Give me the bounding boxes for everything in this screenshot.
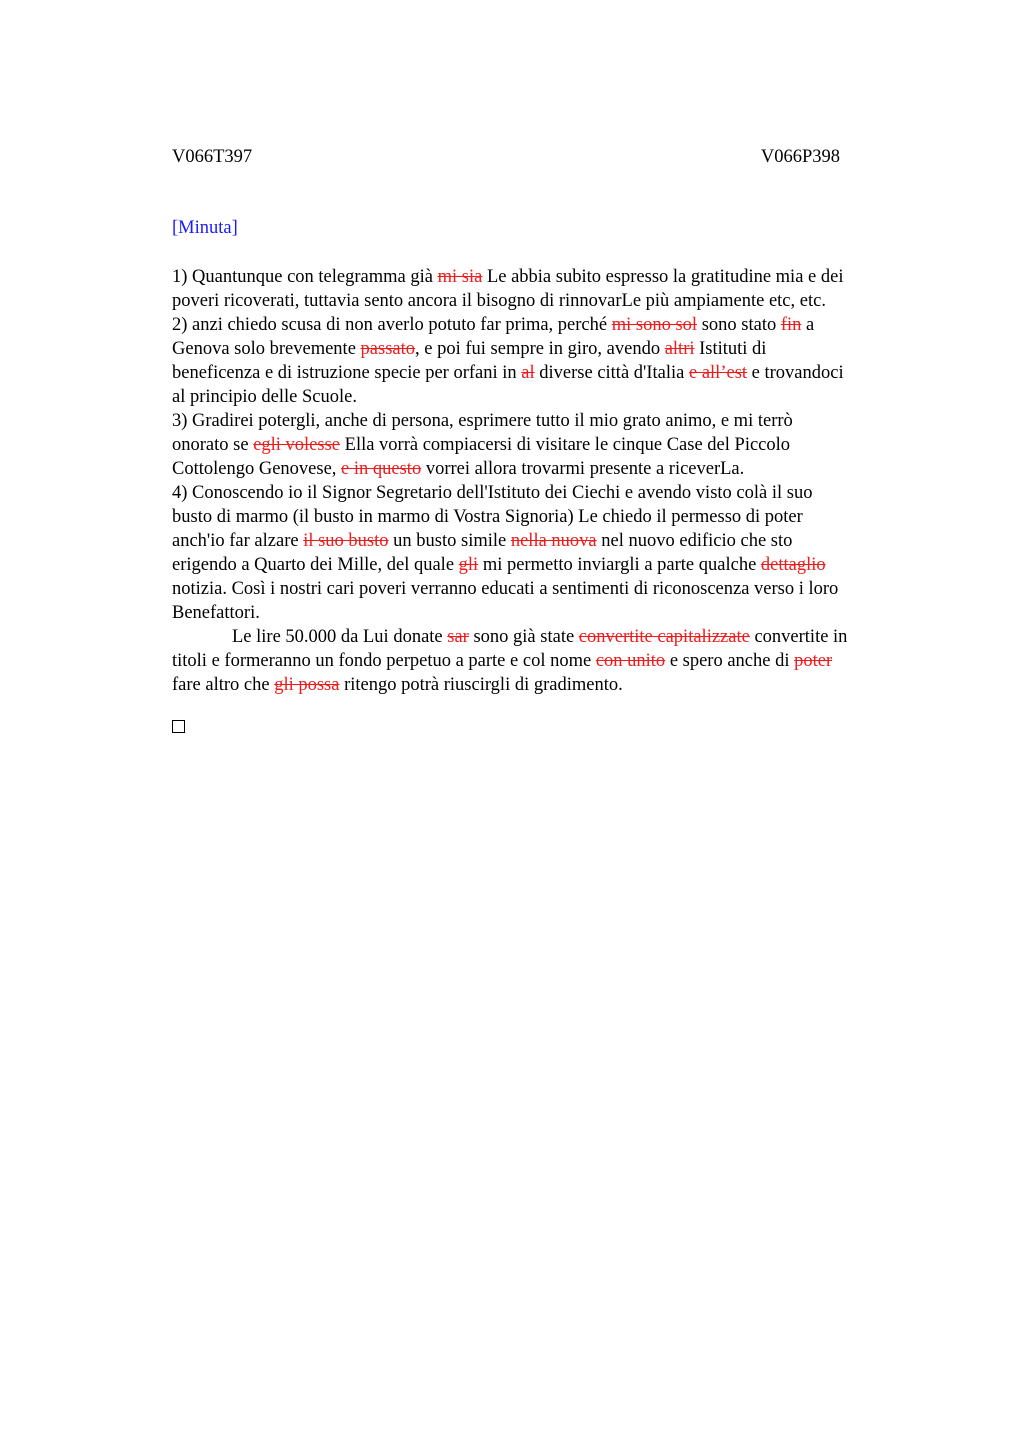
checkbox-square-icon	[172, 720, 185, 733]
deleted-text: nella nuova	[510, 531, 597, 551]
text-line	[172, 337, 932, 361]
text-segment: 4) Conoscendo io il Signor Segretario dell'Istituto dei Ciechi e avendo visto colà il suo	[172, 483, 813, 503]
text-segment: Genova solo brevemente	[172, 339, 361, 359]
deleted-text: sar	[447, 627, 469, 647]
deleted-text: il suo busto	[303, 531, 389, 551]
deleted-text: e in questo	[341, 459, 422, 479]
deleted-text: e all’est	[689, 363, 748, 383]
text-line	[172, 673, 932, 697]
text-line	[172, 457, 932, 481]
text-segment: sono stato	[697, 315, 781, 335]
text-line	[172, 409, 932, 433]
text-segment: anch'io far alzare	[172, 531, 304, 551]
text-line	[172, 601, 932, 625]
document-codes	[172, 147, 840, 171]
text-segment: ritengo potrà riuscirgli di gradimento.	[339, 675, 623, 695]
text-segment: notizia. Così i nostri cari poveri verranno educati a sentimenti di riconoscenza verso i loro	[172, 579, 839, 599]
text-segment: Cottolengo Genovese,	[172, 459, 342, 479]
text-line	[172, 265, 932, 289]
text-segment: mi permetto inviargli a parte qualche	[478, 555, 761, 575]
text-segment: 1) Quantunque con telegramma già	[172, 267, 438, 287]
text-line	[172, 481, 932, 505]
text-line	[172, 313, 932, 337]
text-line	[172, 577, 932, 601]
text-segment: 3) Gradirei potergli, anche di persona, esprimere tutto il mio grato animo, e mi terrò	[172, 411, 793, 431]
text-segment: e trovandoci	[747, 363, 844, 383]
deleted-text: passato	[360, 339, 416, 359]
text-segment: convertite in	[749, 627, 848, 647]
minuta-label: [Minuta]	[172, 218, 238, 238]
text-line	[172, 649, 932, 673]
text-segment: Le lire 50.000 da Lui donate	[232, 627, 448, 647]
text-segment: Benefattori.	[172, 603, 260, 623]
text-line	[172, 289, 932, 313]
text-segment: diverse città d'Italia	[534, 363, 689, 383]
text-segment: 2) anzi chiedo scusa di non averlo potuto far prima, perché	[172, 315, 612, 335]
deleted-text: mi sono sol	[611, 315, 698, 335]
text-segment: erigendo a Quarto dei Mille, del quale	[172, 555, 459, 575]
text-segment: vorrei allora trovarmi presente a riceverLa.	[421, 459, 745, 479]
deleted-text: mi sia	[437, 267, 483, 287]
text-segment: sono già state	[468, 627, 579, 647]
deleted-text: al	[521, 363, 535, 383]
text-line	[172, 553, 932, 577]
deleted-text: egli volesse	[253, 435, 341, 455]
text-segment: Le abbia subito espresso la gratitudine mia e dei	[482, 267, 844, 287]
deleted-text: dettaglio	[760, 555, 826, 575]
text-segment: e spero anche di	[665, 651, 795, 671]
text-line	[172, 433, 932, 457]
document-code-right: V066P398	[760, 147, 840, 167]
letter-body	[172, 265, 932, 697]
text-segment: nel nuovo edificio che sto	[596, 531, 793, 551]
text-segment: , e poi fui sempre in giro, avendo	[415, 339, 665, 359]
deleted-text: con unito	[595, 651, 666, 671]
text-line	[172, 625, 932, 649]
text-segment: onorato se	[172, 435, 254, 455]
text-segment: busto di marmo (il busto in marmo di Vostra Signoria) Le chiedo il permesso di poter	[172, 507, 803, 527]
deleted-text: altri	[664, 339, 695, 359]
deleted-text: poter	[794, 651, 833, 671]
text-segment: Istituti di	[694, 339, 767, 359]
text-segment: Ella vorrà compiacersi di visitare le cinque Case del Piccolo	[340, 435, 791, 455]
text-segment: a	[801, 315, 815, 335]
document-code-left: V066T397	[172, 147, 253, 167]
text-line	[172, 529, 932, 553]
text-segment: titoli e formeranno un fondo perpetuo a parte e col nome	[172, 651, 596, 671]
text-segment: fare altro che	[172, 675, 275, 695]
deleted-text: gli possa	[274, 675, 340, 695]
text-segment: poveri ricoverati, tuttavia sento ancora il bisogno di rinnovarLe più ampiamente etc, etc.	[172, 291, 826, 311]
text-line	[172, 505, 932, 529]
text-segment: un busto simile	[388, 531, 511, 551]
text-segment: al principio delle Scuole.	[172, 387, 357, 407]
deleted-text: convertite capitalizzate	[578, 627, 750, 647]
deleted-text: gli	[458, 555, 479, 575]
text-segment: beneficenza e di istruzione specie per orfani in	[172, 363, 522, 383]
text-line	[172, 361, 932, 385]
deleted-text: fin	[780, 315, 802, 335]
text-line	[172, 385, 932, 409]
